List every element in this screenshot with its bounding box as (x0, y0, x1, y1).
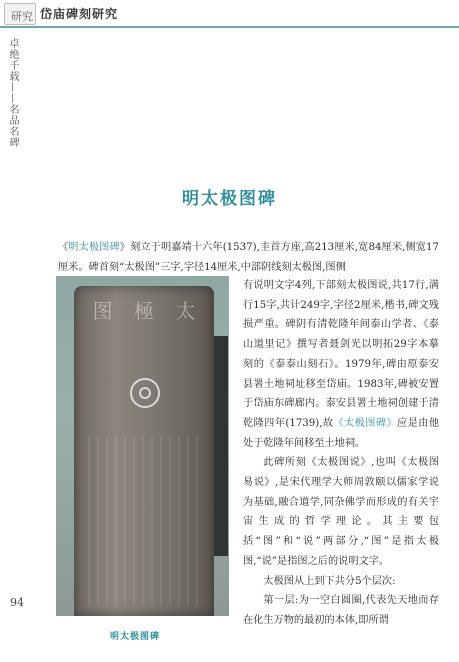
intro-quote-open: 《 (58, 242, 69, 253)
figure-caption: 明太极图碑 (110, 632, 161, 642)
stele-head-char: 太 (175, 298, 196, 323)
photo-background-board (214, 336, 228, 556)
book-title: 岱庙碑刻研究 (40, 7, 119, 21)
body-paragraph-1 (243, 276, 439, 453)
intro-quote-close: 》 (119, 242, 131, 253)
body-p1-text-b: 应是由他处于乾隆年间移至土地祠。 (243, 417, 440, 449)
stele-head-char: 图 (92, 298, 113, 323)
intro-text: 刻立于明嘉靖十六年(1537),圭首方座,高213厘米,宽84厘米,侧宽17厘米。碑首刻“太极图”三字,字径14厘米,中部阴线刻太极图,图侧 (58, 242, 440, 273)
page-number: 94 (10, 596, 24, 609)
book-logo-text: 研究 (11, 10, 33, 23)
body-p1-highlight: 《太极图碑》 (333, 417, 398, 429)
stele-head-inscription (82, 292, 206, 326)
body-p1-text-a: 有说明文字4列,下部刻太极图说,共17行,满行15字,共计249字,字径2厘米,楷书,碑文残损严重。碑阴有清乾隆年间泰山学者、《泰山道里记》撰写者聂剑光以明拓29字本摹刻的《泰泰山刻石》。1979年,碑由原泰安县署土地祠址移至岱庙。1983年,碑被安置于岱庙东碑廊内。泰安县署土地祠创建于清乾隆四年(1739),故 (243, 280, 439, 429)
book-logo-icon (4, 3, 36, 25)
taiji-diagram-icon (130, 378, 160, 408)
intro-paragraph (58, 238, 439, 277)
body-paragraph-2: 此碑所刻《太极图说》,也叫《太极图易说》,是宋代理学大师周敦颐以儒家学说为基础,融合道学,同杂佛学而形成的有关宇宙生成的哲学理论。其主要包括“图”和“说”两部分,“图”是指太极图,“说”是指图之后的说明文字。 (243, 457, 439, 567)
body-paragraph-3: 太极图从上到下共分5个层次: (263, 575, 396, 587)
page-title: 明太极图碑 (182, 189, 277, 209)
stele-photo (56, 276, 229, 616)
intro-highlight-title: 明太极图碑 (68, 242, 120, 253)
stele-head-char: 極 (133, 298, 154, 323)
running-header (0, 0, 459, 28)
body-column (243, 276, 439, 631)
section-side-label: 卓绝千载——名品名碑 (7, 38, 18, 148)
body-paragraph-4: 第一层:为一空白圆圈,代表先天地而存在化生万物的最初的本体,即所谓 (243, 595, 439, 626)
stele-engraved-text (88, 436, 200, 606)
stele-stone (74, 286, 214, 616)
